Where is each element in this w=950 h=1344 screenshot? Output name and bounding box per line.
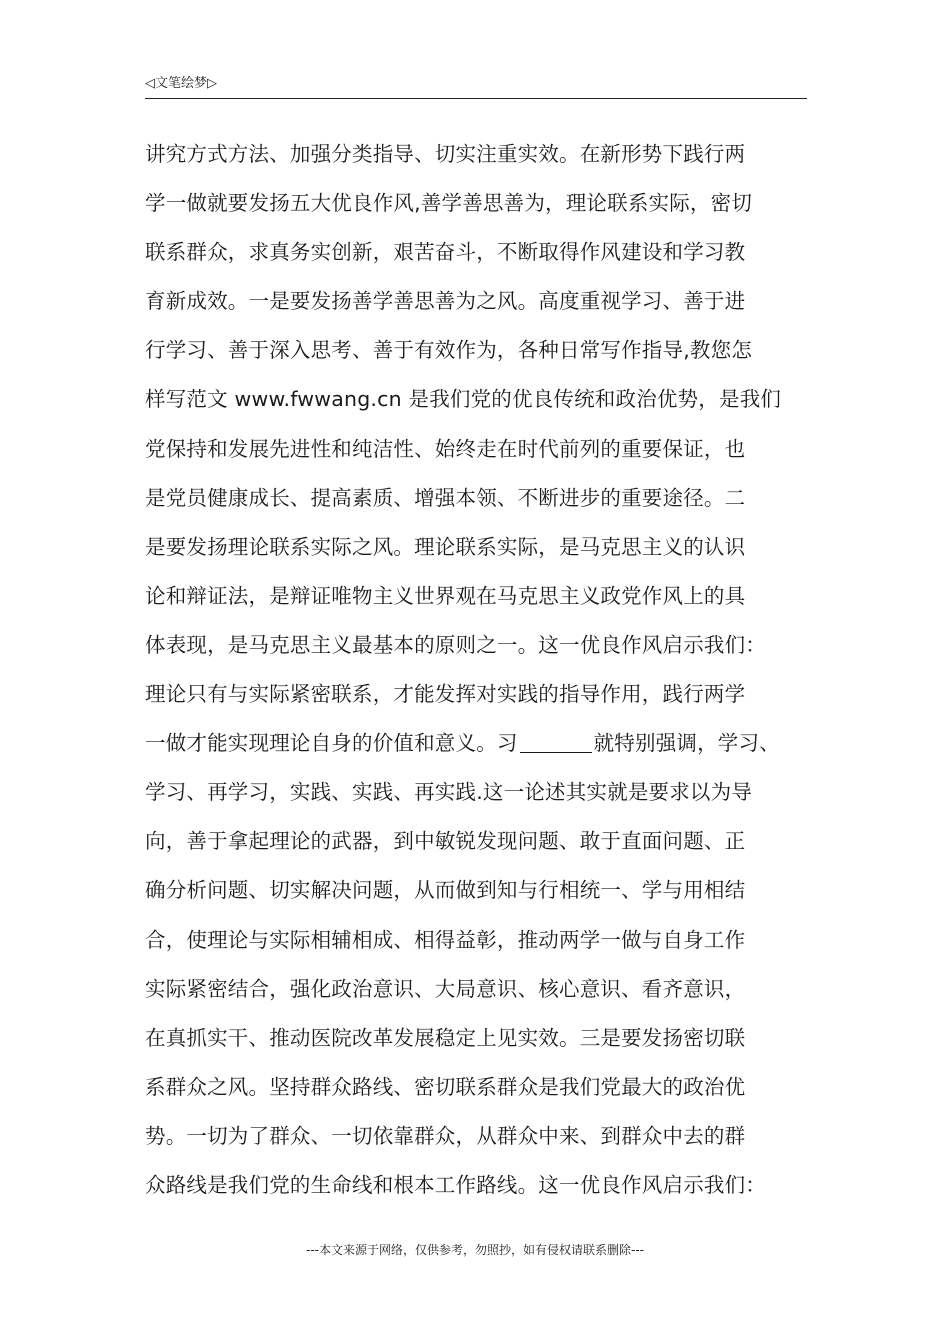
body-line: 是党员健康成长、提高素质、增强本领、不断进步的重要途径。二 (145, 485, 746, 510)
redacted-blank (520, 732, 592, 753)
body-line: 向，善于拿起理论的武器，到中敏锐发现问题、敢于直面问题、正 (145, 829, 746, 854)
document-body (145, 130, 825, 1210)
page-footer-disclaimer: ---本文来源于网络，仅供参考，勿照抄，如有侵权请联系删除--- (306, 1243, 644, 1257)
body-line: 确分析问题、切实解决问题，从而做到知与行相统一、学与用相结 (145, 878, 746, 903)
body-line: 论和辩证法，是辩证唯物主义世界观在马克思主义政党作风上的具 (145, 583, 746, 608)
body-line-with-blank (145, 719, 825, 768)
body-line: 是要发扬理论联系实际之风。理论联系实际，是马克思主义的认识 (145, 534, 746, 559)
body-line: 合，使理论与实际相辅相成、相得益彰，推动两学一做与自身工作 (145, 927, 746, 952)
body-line: 势。一切为了群众、一切依靠群众，从群众中来、到群众中去的群 (145, 1123, 746, 1148)
body-line-tail: 就特别强调，学习、 (593, 731, 780, 756)
body-line: 实际紧密结合，强化政治意识、大局意识、核心意识、看齐意识， (145, 976, 746, 1001)
body-line: 众路线是我们党的生命线和根本工作路线。这一优良作风启示我们： (145, 1172, 766, 1197)
body-line: 联系群众，求真务实创新，艰苦奋斗，不断取得作风建设和学习教 (145, 240, 746, 265)
body-line-head: 一做才能实现理论自身的价值和意义。习 (145, 731, 518, 756)
body-line: 在真抓实干、推动医院改革发展稳定上见实效。三是要发扬密切联 (145, 1025, 746, 1050)
body-line: 育新成效。一是要发扬善学善思善为之风。高度重视学习、善于进 (145, 289, 746, 314)
body-line: 体表现，是马克思主义最基本的原则之一。这一优良作风启示我们： (145, 632, 766, 657)
body-line: 学一做就要发扬五大优良作风,善学善思善为，理论联系实际，密切 (145, 191, 753, 216)
body-line: 系群众之风。坚持群众路线、密切联系群众是我们党最大的政治优 (145, 1074, 746, 1099)
body-line: 讲究方式方法、加强分类指导、切实注重实效。在新形势下践行两 (145, 142, 746, 166)
body-line: 理论只有与实际紧密联系，才能发挥对实践的指导作用，践行两学 (145, 682, 746, 707)
header-title: ◁文笔绘梦▷ (145, 76, 217, 91)
body-line: 学习、再学习，实践、实践、再实践.这一论述其实就是要求以为导 (145, 780, 753, 805)
body-line: 行学习、善于深入思考、善于有效作为，各种日常写作指导,教您怎 (145, 338, 753, 363)
page-header (145, 74, 807, 99)
body-line: 样写范文 www.fwwang.cn 是我们党的优良传统和政治优势，是我们 (145, 387, 782, 412)
body-line: 党保持和发展先进性和纯洁性、始终走在时代前列的重要保证，也 (145, 436, 746, 461)
